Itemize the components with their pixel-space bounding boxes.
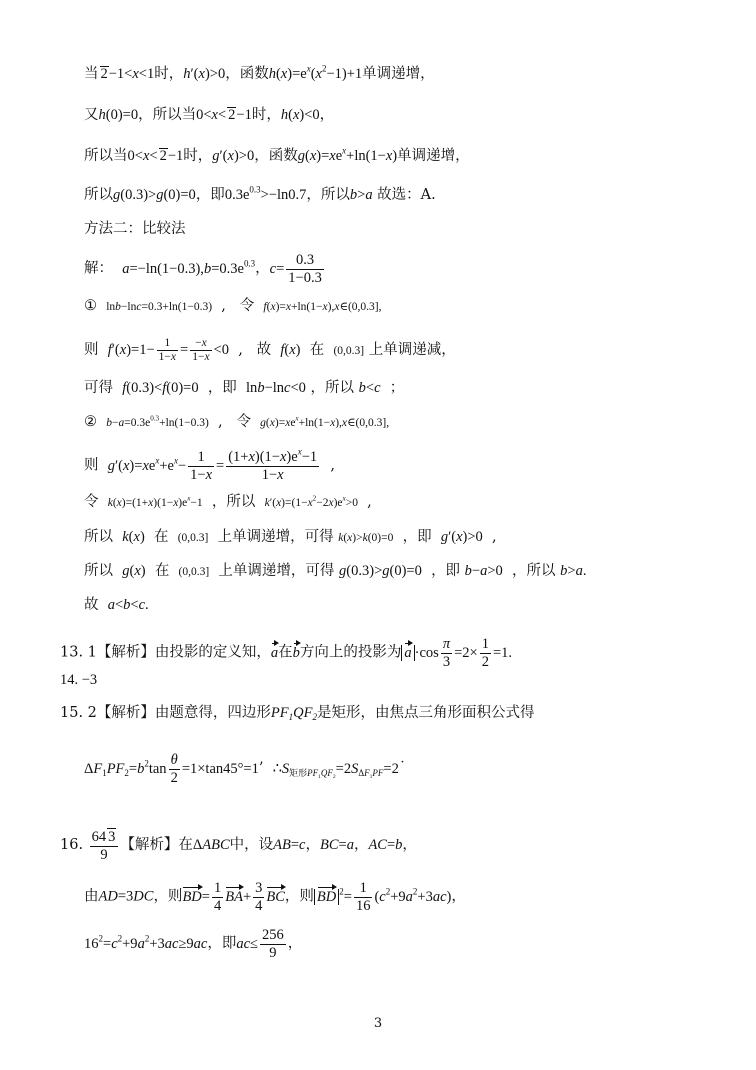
text-line: $\Delta F_1PF_2=b^2\tan$ $\frac{\theta}{2}$ =1×tan45°=1’ $\therefore S_{矩形PF_1QF_2}=2S_{\Delta F_1PF}=2˙$ xyxy=(84,752,407,786)
text-line: 又h(0)=0，所以当0<x< 2−1时，h(x)<0， xyxy=(84,107,335,123)
text-line: ② $b-a=0.3e^{0.3}+\ln(1-0.3)$ , 令 $g(x)=xe^x+\ln(1-x),x\in(0,0.3]$, xyxy=(84,414,390,430)
text-line: 可得 f(0.3)<f(0)=0 ，即 lnb−lnc<0 ，所以 b<c ； xyxy=(84,380,405,396)
answer-16: 16. $\frac{64 3}{9}$ 【解析】在ΔABC中，设AB=c，BC=a，AC=b， xyxy=(60,829,417,863)
text-line: 则 $g'(x)=xe^x+e^x-$ $\frac{1}{1-x}$ = $\frac{(1+x)(1-x)e^x-1}{1-x}$ , xyxy=(84,446,335,483)
text-line: 解： $a=-\ln(1-0.3),b=0.3e^{0.3}$，c= $\frac{0.3}{1-0.3}$ xyxy=(84,252,322,286)
text-line: 故 a<b<c. xyxy=(84,597,149,613)
text-line: 则 f′(x)=1− $\frac{1}{1-x}$ = $\frac{-x}{1-x}$ <0 , 故 f(x) 在 (0,0.3] 上单调递减， xyxy=(84,337,456,364)
text-line: 当 2−1<x<1时，h′(x)>0，函数$h(x)=e^x(x^2-1)+1$单调递增， xyxy=(84,63,435,82)
method-title: 方法二：比较法 xyxy=(84,221,186,237)
answer-13: 13. 1【解析】由投影的定义知，a在b方向上的投影为 a ·cos $\frac{\pi}{3}$ =2× $\frac{1}{2}$ =1. xyxy=(60,636,513,670)
text-line: ① lnb−lnc=0.3+ln(1−0.3) , 令 f(x)=x+ln(1−x),x∈(0,0.3], xyxy=(84,298,382,314)
text-line: 由AD=3DC，则BD= $\frac{1}{4}$ BA+ $\frac{3}{4}$ BC，则 BD $^2$= $\frac{1}{16}$ $(c^2+9a^2+3ac)$， xyxy=(84,880,466,914)
text-line: 所以 k(x) 在 (0,0.3] 上单调递增，可得 k(x)>k(0)=0 ，即 g′(x)>0 , xyxy=(84,529,497,545)
text-line: 令 $k(x)=(1+x)(1-x)e^x-1$ ，所以 $k'(x)=(1-x^2-2x)e^x>0$ , xyxy=(84,494,372,510)
answer-15: 15. 2【解析】由题意得，四边形$PF_1QF_2$是矩形，由焦点三角形面积公式得 xyxy=(60,705,535,723)
page-number: 3 xyxy=(373,1016,383,1031)
text-line: $16^2=c^2+9a^2+3ac\ge 9ac$，即ac≤ $\frac{256}{9}$ ， xyxy=(84,927,303,961)
text-line: 所以g(0.3)>g(0)=0，即$0.3e^{0.3}>-\ln 0.7$，所以b>a 故选：A. xyxy=(84,184,436,203)
text-line: 所以 g(x) 在 (0,0.3] 上单调递增，可得 g(0.3)>g(0)=0 ，即 b−a>0 ，所以 b>a. xyxy=(84,563,587,579)
answer-14: 14. −3 xyxy=(60,672,98,688)
text-line: 所以当0<x< 2−1时，g′(x)>0，函数$g(x)=xe^x+\ln(1-x)$单调递增， xyxy=(84,145,470,164)
